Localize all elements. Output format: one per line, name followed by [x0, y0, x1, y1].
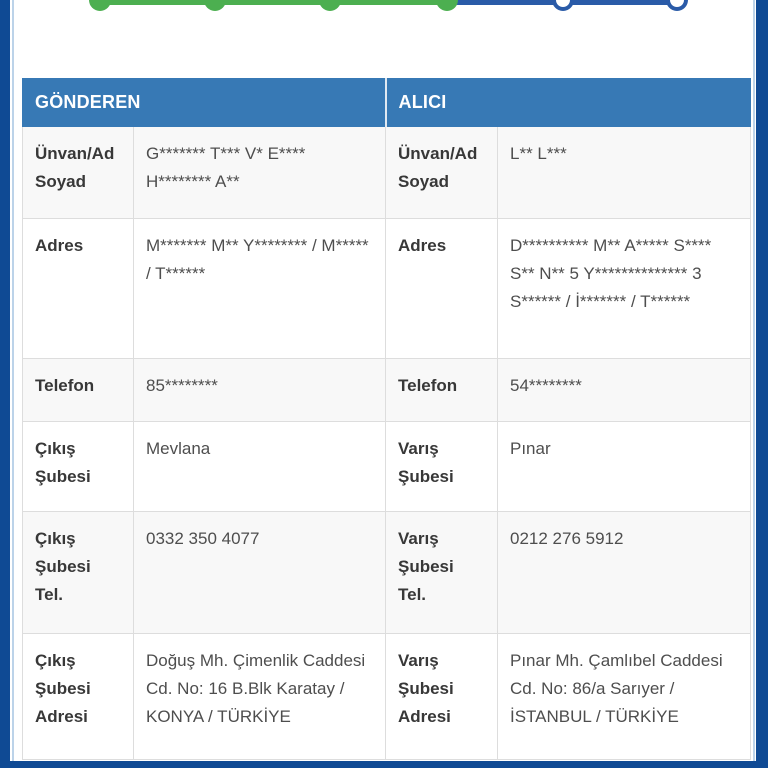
arrival-branch-address-value: Pınar Mh. Çamlıbel Caddesi Cd. No: 86/a Sarıyer / İSTANBUL / TÜRKİYE	[498, 634, 751, 760]
table-row-name	[23, 127, 751, 219]
receiver-name-value: L** L***	[498, 127, 751, 219]
receiver-name-label: Ünvan/Ad Soyad	[386, 127, 498, 219]
shipment-info-table	[22, 78, 751, 760]
departure-branch-phone-value: 0332 350 4077	[134, 512, 386, 634]
window-frame-right	[756, 0, 768, 768]
receiver-address-label: Adres	[386, 219, 498, 359]
sender-address-label: Adres	[23, 219, 134, 359]
window-frame-bottom	[0, 761, 768, 768]
receiver-phone-label: Telefon	[386, 359, 498, 422]
departure-branch-address-label: Çıkış Şubesi Adresi	[23, 634, 134, 760]
sender-phone-label: Telefon	[23, 359, 134, 422]
table-header-row	[23, 79, 751, 127]
receiver-phone-value: 54********	[498, 359, 751, 422]
arrival-branch-phone-label: Varış Şubesi Tel.	[386, 512, 498, 634]
table-row-branch-address	[23, 634, 751, 760]
arrival-branch-address-label: Varış Şubesi Adresi	[386, 634, 498, 760]
right-edge-highlight	[753, 0, 755, 768]
sender-address-value: M******* M** Y******** / M***** / T******	[134, 219, 386, 359]
table-row-address	[23, 219, 751, 359]
departure-branch-address-value: Doğuş Mh. Çimenlik Caddesi Cd. No: 16 B.Blk Karatay / KONYA / TÜRKİYE	[134, 634, 386, 760]
departure-branch-value: Mevlana	[134, 422, 386, 512]
sender-phone-value: 85********	[134, 359, 386, 422]
table-row-phone	[23, 359, 751, 422]
sender-name-value: G******* T*** V* E**** H******** A**	[134, 127, 386, 219]
sender-name-label: Ünvan/Ad Soyad	[23, 127, 134, 219]
shipment-progress-timeline	[0, 0, 768, 16]
receiver-header: ALICI	[386, 79, 751, 127]
left-edge-highlight	[12, 0, 14, 768]
receiver-address-value: D********** M** A***** S**** S** N** 5 Y************** 3 S****** / İ******* / T******	[498, 219, 751, 359]
timeline-step-2-done-dot	[204, 0, 226, 11]
timeline-step-5-pending-dot	[552, 0, 574, 11]
departure-branch-label: Çıkış Şubesi	[23, 422, 134, 512]
timeline-step-1-done-dot	[89, 0, 111, 11]
arrival-branch-label: Varış Şubesi	[386, 422, 498, 512]
window-frame-left	[0, 0, 10, 768]
arrival-branch-phone-value: 0212 276 5912	[498, 512, 751, 634]
arrival-branch-value: Pınar	[498, 422, 751, 512]
sender-header: GÖNDEREN	[23, 79, 386, 127]
timeline-step-6-pending-dot	[666, 0, 688, 11]
timeline-step-4-done-dot	[436, 0, 458, 11]
departure-branch-phone-label: Çıkış Şubesi Tel.	[23, 512, 134, 634]
table-row-branch	[23, 422, 751, 512]
table-row-branch-phone	[23, 512, 751, 634]
timeline-track-completed	[100, 0, 447, 5]
timeline-step-3-done-dot	[319, 0, 341, 11]
